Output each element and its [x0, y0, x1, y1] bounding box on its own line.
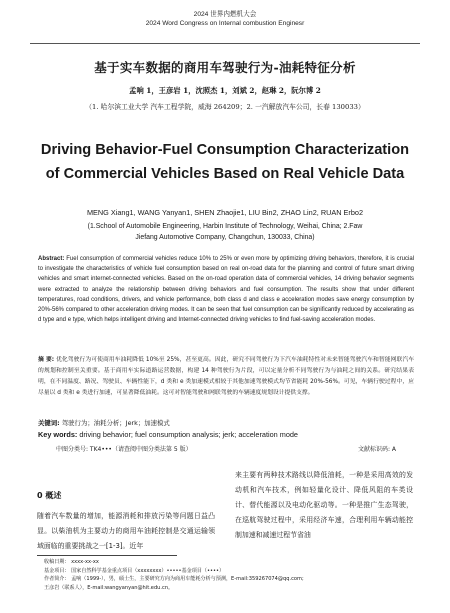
- document-code: 文献标识码: A: [357, 446, 396, 453]
- footnote-contact: 王彦岩（联系人），E-mail:wangyanyan@hit.edu.cn。: [44, 584, 174, 591]
- affiliation-cn: （1. 哈尔滨工业大学 汽车工程学院，威海 264209；2. 一汽解放汽车公司，长春 130033）: [85, 103, 365, 111]
- abstract-cn: [38, 355, 414, 399]
- body-column-left: [37, 468, 215, 554]
- classification-row: [56, 444, 396, 453]
- header-divider: [30, 43, 420, 44]
- footnotes: [44, 558, 414, 592]
- footnote-funding: 基金项目： 国家自然科学基金重点项目（xxxxxxxx）•••••基金项目（••••）: [44, 567, 225, 574]
- affiliation-en-line1: (1.School of Automobile Engineering, Harbin Institute of Technology, Weihai, China; 2.Faw: [87, 223, 363, 230]
- paper-title-cn: 基于实车数据的商用车驾驶行为-油耗特征分析: [94, 60, 356, 75]
- header-line-en: 2024 Word Congress on Internal combustion Enginesr: [145, 20, 305, 27]
- author-list-cn: 孟响 1，王彦岩 1，沈照杰 1，刘斌 2，赵琳 2，阮尔博 2: [129, 86, 321, 95]
- keywords-cn-text: 驾驶行为；油耗分析；Jerk；加速模式: [61, 419, 170, 427]
- footnote-received: 收稿日期： xxxx-xx-xx: [44, 559, 99, 565]
- header-line-cn: 2024 世界内燃机大会: [193, 11, 257, 18]
- keywords-cn-label: 关键词:: [38, 419, 60, 427]
- affiliation-en: [60, 222, 390, 243]
- keywords-en-label: Key words:: [38, 430, 78, 439]
- running-header: [0, 10, 450, 28]
- body-paragraph-right: 来主要有两种技术路线以降低油耗，一种是采用高效的发动机和汽车技术，例如轻量化设计、降低风阻的车类设计、替代能源以及电动化驱动等。一种是推广生态驾驶，在巡航驾驶过程中，采用经济车速，合理利用车辆动能控制加速和减速过程节省油: [235, 471, 413, 539]
- abstract-en-label: Abstract:: [38, 256, 65, 262]
- footnote-author-bio: 作者简介： 孟响（1999-），男，硕士生，主要研究方向为商用车能耗分析与预测，E-mail:359267074@qq.com;: [44, 576, 304, 583]
- keywords-en: [38, 430, 414, 439]
- author-list-en: MENG Xiang1, WANG Yanyan1, SHEN Zhaojie1, LIU Bin2, ZHAO Lin2, RUAN Erbo2: [86, 208, 364, 217]
- keywords-cn: [38, 418, 414, 427]
- keywords-en-text: driving behavior; fuel consumption analysis; jerk; acceleration mode: [79, 430, 298, 439]
- abstract-cn-label: 摘 要:: [38, 357, 55, 363]
- body-paragraph-left: 随着汽车数量的增加，能源消耗和排放污染等问题日益凸显。以柴油机为主要动力的商用车油耗控制是交通运输领域面临的重要挑战之一[1-3]。近年: [37, 512, 215, 550]
- abstract-en-text: Fuel consumption of commercial vehicles reduce 10% to 25% or even more by optimizing driving behaviors, therefore, it is crucial to investigate the characteristics of vehicle fuel consumption based on real on-road data for the planning and control of future smart driving vehicles and smart internet-connected vehicles. Based on the on-road operation data of commercial vehicles, 14 driving behavior segments were extracted to analyze the relationship between driving behaviors and fuel consumption. The results show that under different temperatures, road conditions, drivers, and vehicle performance, both class d and class e acceleration modes save energy consumption by 20%-56% compared to other acceleration driving modes. It can be seen that fuel consumption can be significantly reduced by accelerating as d type and e type, which helps intelligent driving and Internet-connected driving vehicles to find fuel-saving acceleration modes.: [38, 256, 414, 324]
- abstract-en: [38, 254, 414, 325]
- body-column-right: [235, 468, 413, 543]
- paper-title-en: Driving Behavior-Fuel Consumption Characterization of Commercial Vehicles Based on Real Vehicle Data: [40, 142, 410, 182]
- clc-number: 中图分类号: TK4•••（请查阅中图分类法第 5 版）: [56, 446, 192, 453]
- section-heading-overview: 0 概述: [37, 491, 62, 500]
- abstract-cn-text: 优化驾驶行为可使商用车油耗降低 10%至 25%，甚至更高。因此，研究不同驾驶行为下汽车油耗特性对未来智能驾驶汽车和智能网联汽车的规划和控制至关重要。基于商用车实际道路运营数据，构建 14 种驾驶行为片段，可以定量分析不同驾驶行为与油耗之间的关系。研究结果表明，在不同温度、路况、驾驶员、车辆性能下，d 类和 e 类加速模式相较于其他加速驾驶模式均节省能耗 20%-56%。可见，车辆行驶过程中，应尽量以 d 类和 e 类进行加速，可显著降低油耗。这可对智能驾驶和网联驾驶的车辆速度规划设计提供支撑。: [38, 357, 415, 397]
- affiliation-en-line2: Jiefang Automotive Company, Changchun, 130033, China): [135, 233, 315, 241]
- footnote-divider: [37, 555, 177, 556]
